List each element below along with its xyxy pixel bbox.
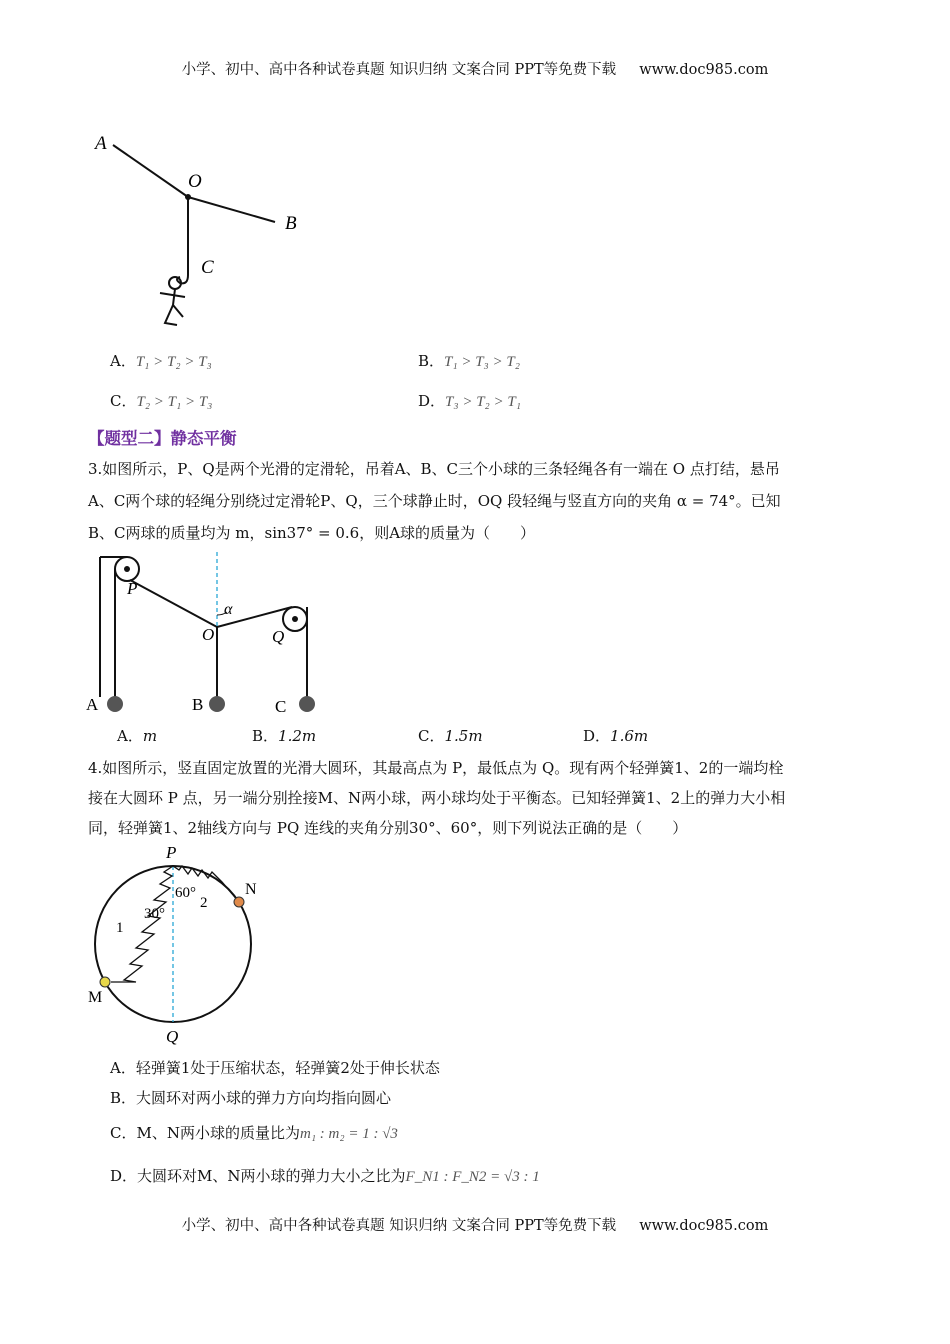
q4-line: 同，轻弹簧1、2轴线方向与 PQ 连线的夹角分别30°、60°，则下列说法正确的是（ ） [88,819,688,837]
footer-url: www.doc985.com [639,1218,769,1234]
label-P: P [166,843,177,862]
q3-line: A、C两个球的轻绳分别绕过定滑轮P、Q，三个球静止时，OQ 段轻绳与竖直方向的夹角 α = 74°。已知 [88,492,781,510]
q4-line: 接在大圆环 P 点，另一端分别拴接M、N两小球，两小球均处于平衡态。已知轻弹簧1、2上的弹力大小相 [88,789,786,807]
label-Q: Q [166,1027,179,1046]
label-60deg: 60° [175,885,196,901]
label-30deg: 30° [144,906,165,922]
q3-option-B: B．1.2m [252,727,317,745]
figure-ring-springs [82,842,282,1047]
q3-option-D: D．1.6m [583,727,649,745]
header-text: 小学、初中、高中各种试卷真题 知识归纳 文案合同 PPT等免费下载 [181,62,617,78]
label-B: B [192,695,204,714]
option-B: B．T₁ > T₃ > T₂ [418,352,520,370]
figure-rope-knot [85,125,315,335]
q4-option-B: B．大圆环对两小球的弹力方向均指向圆心 [110,1089,392,1107]
label-N: N [245,881,257,898]
label-C: C [275,697,287,716]
section-heading: 【题型二】静态平衡 [88,429,237,448]
q4-option-C: C．M、N两小球的质量比为m₁ : m₂ = 1 : √3 [110,1124,398,1142]
label-M: M [88,989,103,1006]
label-B: B [285,213,297,234]
q4-line: 4.如图所示，竖直固定放置的光滑大圆环，其最高点为 P，最低点为 Q。现有两个轻弹簧1、2的一端均栓 [88,759,784,777]
label-Q: Q [272,627,285,646]
q3-option-A: A．m [117,727,158,745]
label-spring-2: 2 [200,895,208,911]
label-A: A [86,695,99,714]
q3-line: B、C两球的质量均为 m，sin37° = 0.6，则A球的质量为（ ） [88,524,536,542]
header-url: www.doc985.com [639,62,769,78]
label-O: O [188,171,202,192]
page-header [0,58,950,79]
option-D: D．T₃ > T₂ > T₁ [418,392,521,410]
q3-option-C: C．1.5m [418,727,483,745]
page-footer [0,1214,950,1235]
label-alpha: α [224,601,233,618]
figure-pulleys [82,552,332,722]
option-C: C．T₂ > T₁ > T₃ [110,392,213,410]
label-A: A [95,133,107,154]
option-A: A．T₁ > T₂ > T₃ [110,352,212,370]
q4-option-A: A．轻弹簧1处于压缩状态，轻弹簧2处于伸长状态 [110,1059,440,1077]
q4-option-D: D．大圆环对M、N两小球的弹力大小之比为F_N1 : F_N2 = √3 : 1 [110,1167,540,1185]
label-P: P [127,579,138,598]
q3-line: 3.如图所示，P、Q是两个光滑的定滑轮，吊着A、B、C三个小球的三条轻绳各有一端在 O 点打结，悬吊 [88,460,780,478]
label-C: C [201,257,214,278]
footer-text: 小学、初中、高中各种试卷真题 知识归纳 文案合同 PPT等免费下载 [181,1218,617,1234]
label-O: O [202,625,215,644]
label-spring-1: 1 [116,920,124,936]
